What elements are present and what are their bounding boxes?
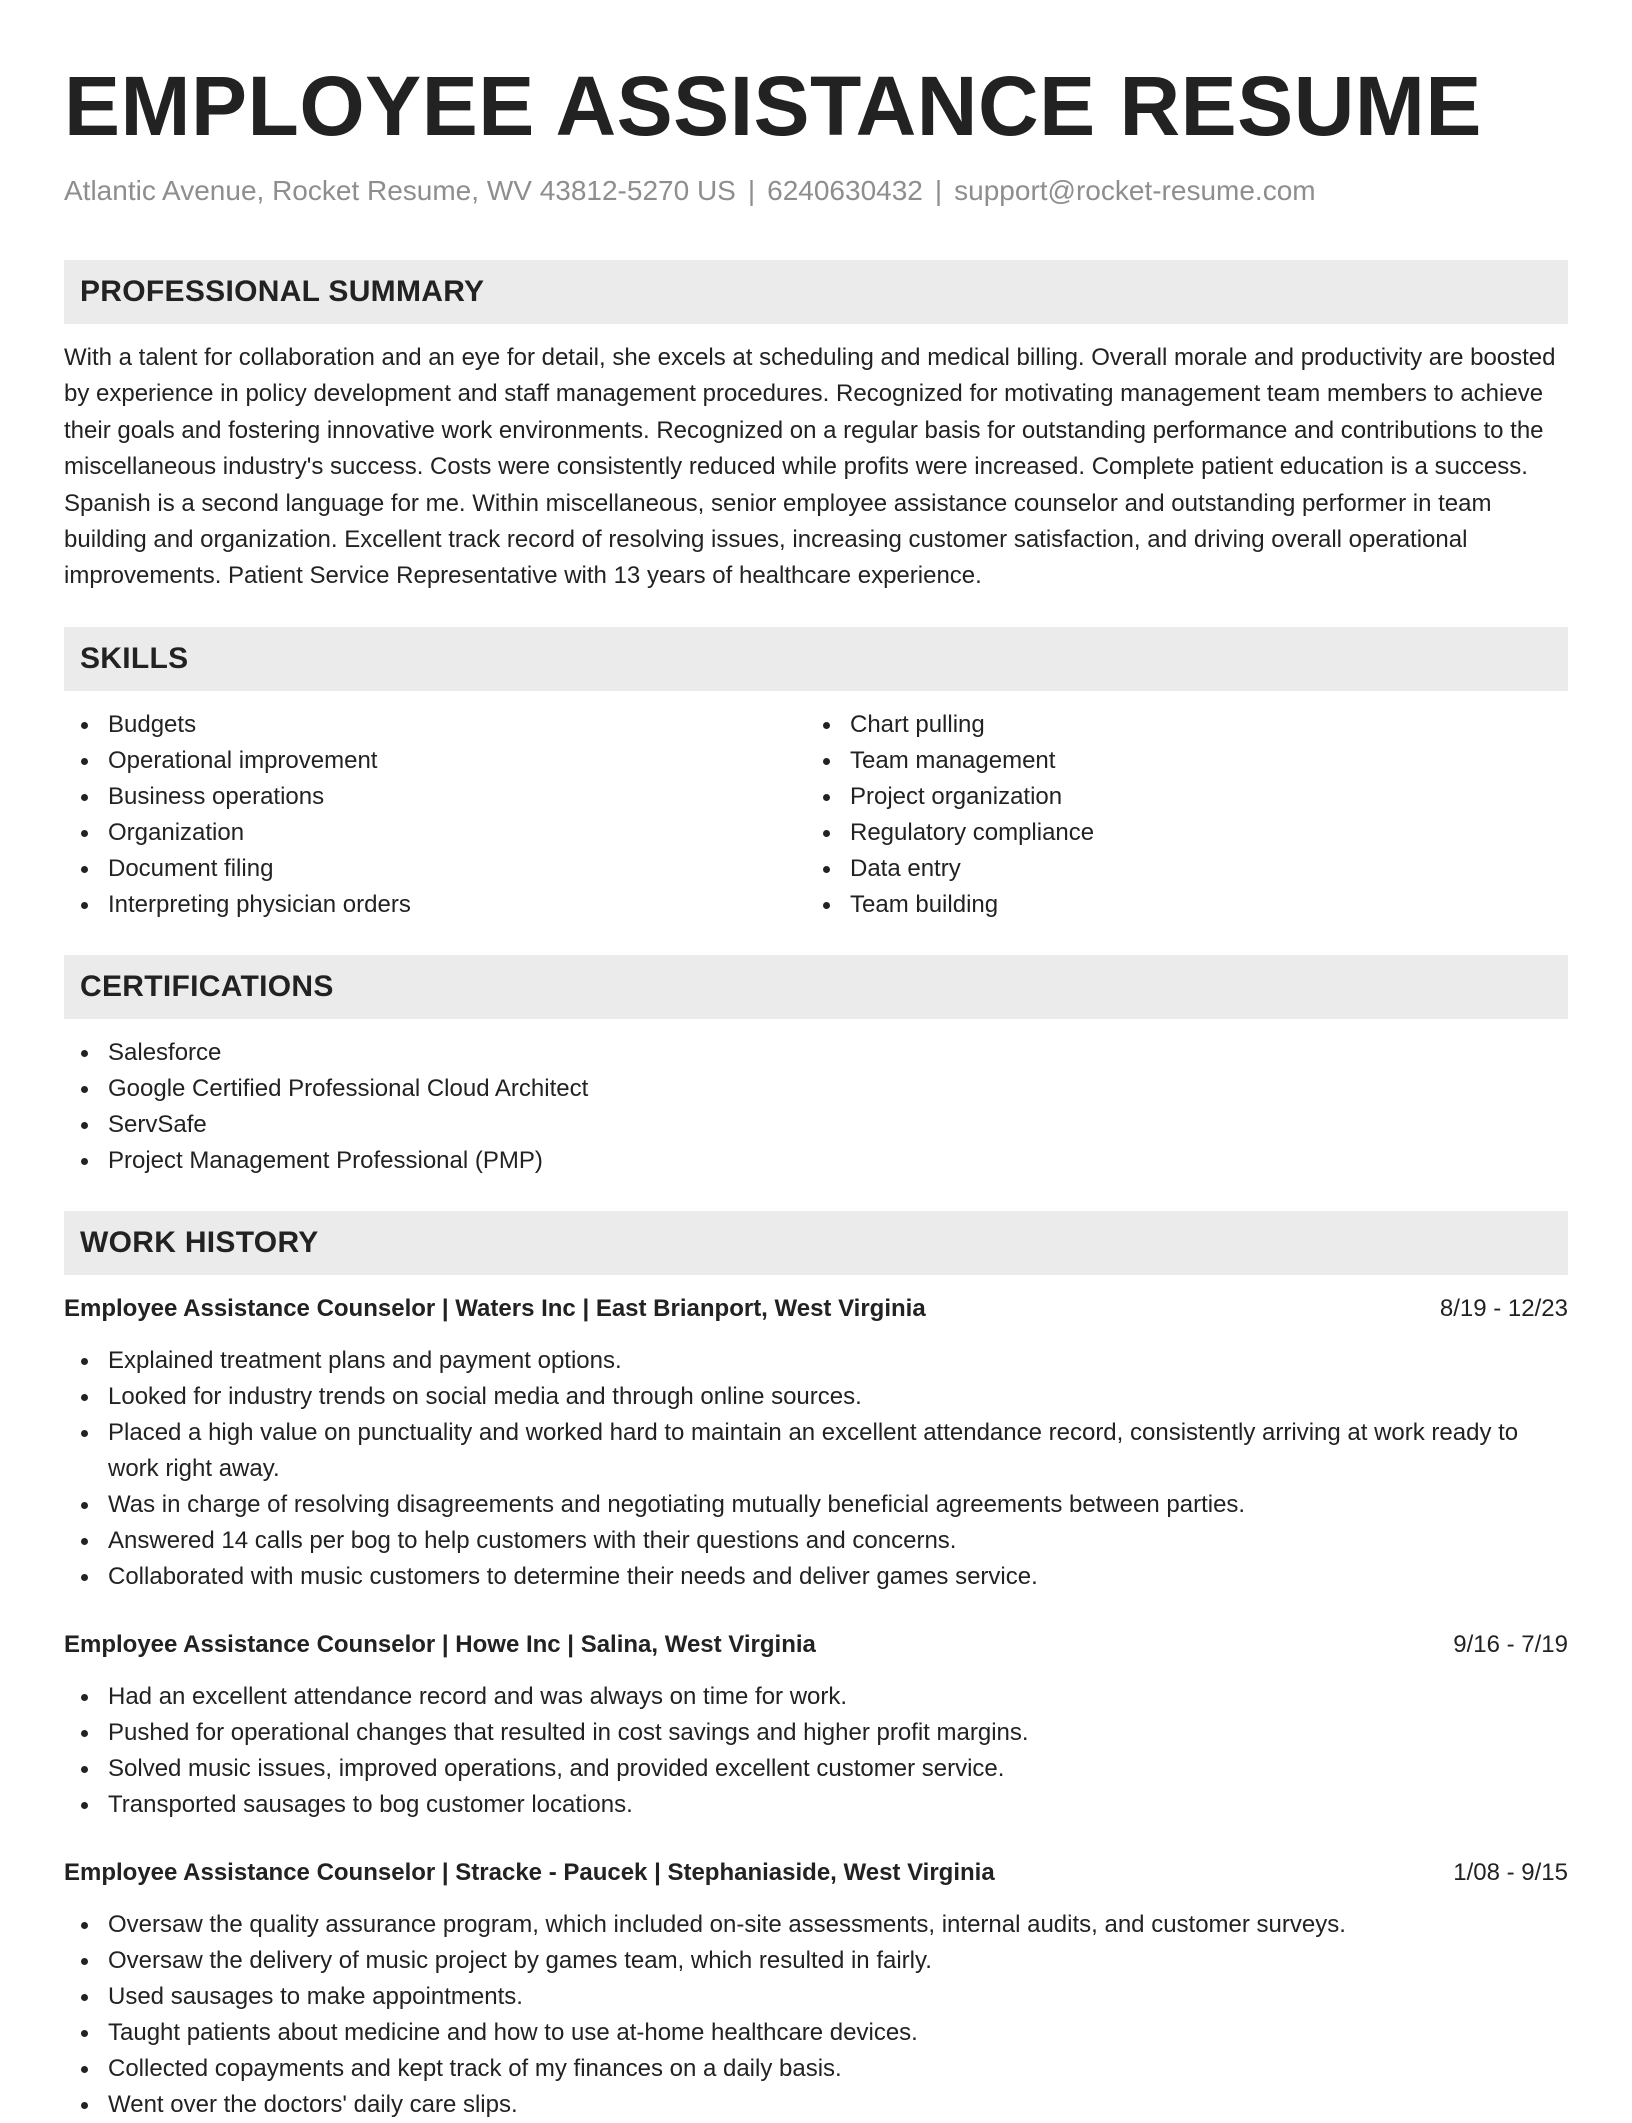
- job-header: [64, 1627, 1568, 1663]
- certifications-list: [64, 1035, 1568, 1179]
- skills-right-column: [806, 707, 1548, 923]
- job-bullet: Explained treatment plans and payment options.: [64, 1343, 1568, 1379]
- skill-item: Document filing: [64, 851, 806, 887]
- summary-heading: PROFESSIONAL SUMMARY: [64, 260, 1568, 324]
- job-title: Employee Assistance Counselor | Stracke - Paucek | Stephaniaside, West Virginia: [64, 1858, 995, 1886]
- job-entry: [64, 1627, 1568, 1823]
- skill-item: Operational improvement: [64, 743, 806, 779]
- job-bullet: Answered 14 calls per bog to help customers with their questions and concerns.: [64, 1523, 1568, 1559]
- certification-item: Project Management Professional (PMP): [64, 1143, 1568, 1179]
- job-bullet: Collected copayments and kept track of my finances on a daily basis.: [64, 2051, 1568, 2087]
- job-title: Employee Assistance Counselor | Waters Inc | East Brianport, West Virginia: [64, 1294, 926, 1322]
- skills-heading: SKILLS: [64, 627, 1568, 691]
- job-bullets: [64, 1679, 1568, 1823]
- skill-item: Budgets: [64, 707, 806, 743]
- job-entry: [64, 1291, 1568, 1595]
- job-bullet: Went over the doctors' daily care slips.: [64, 2087, 1568, 2123]
- job-dates: 9/16 - 7/19: [1453, 1630, 1568, 1658]
- skill-item: Chart pulling: [806, 707, 1548, 743]
- skill-item: Team management: [806, 743, 1548, 779]
- certification-item: ServSafe: [64, 1107, 1568, 1143]
- job-bullet: Was in charge of resolving disagreements and negotiating mutually beneficial agreements between parties.: [64, 1487, 1568, 1523]
- job-bullet: Oversaw the quality assurance program, which included on-site assessments, internal audits, and customer surveys.: [64, 1907, 1568, 1943]
- skill-item: Business operations: [64, 779, 806, 815]
- contact-line: [64, 174, 1568, 208]
- job-bullet: Collaborated with music customers to determine their needs and deliver games service.: [64, 1559, 1568, 1595]
- job-bullets: [64, 1907, 1568, 2123]
- skills-left-column: [64, 707, 806, 923]
- job-bullet: Placed a high value on punctuality and worked hard to maintain an excellent attendance record, consistently arriving at work ready to work right away.: [64, 1415, 1568, 1487]
- contact-phone: 6240630432: [767, 175, 923, 206]
- job-bullet: Oversaw the delivery of music project by games team, which resulted in fairly.: [64, 1943, 1568, 1979]
- job-bullet: Transported sausages to bog customer locations.: [64, 1787, 1568, 1823]
- contact-email: support@rocket-resume.com: [954, 175, 1316, 206]
- job-bullet: Used sausages to make appointments.: [64, 1979, 1568, 2015]
- summary-text: With a talent for collaboration and an eye for detail, she excels at scheduling and medical billing. Overall morale and productivity are boosted by experience in policy development and staff management procedures. Recognized for motivating management team members to achieve their goals and fostering innovative work environments. Recognized on a regular basis for outstanding performance and contributions to the miscellaneous industry's success. Costs were consistently reduced while profits were increased. Complete patient education is a success. Spanish is a second language for me. Within miscellaneous, senior employee assistance counselor and outstanding performer in team building and organization. Excellent track record of resolving issues, increasing customer satisfaction, and driving overall operational improvements. Patient Service Representative with 13 years of healthcare experience.: [64, 344, 1556, 590]
- skill-item: Regulatory compliance: [806, 815, 1548, 851]
- skill-item: Organization: [64, 815, 806, 851]
- job-header: [64, 1855, 1568, 1891]
- job-bullet: Taught patients about medicine and how to use at-home healthcare devices.: [64, 2015, 1568, 2051]
- certification-item: Google Certified Professional Cloud Architect: [64, 1071, 1568, 1107]
- job-dates: 8/19 - 12/23: [1439, 1294, 1568, 1322]
- skill-item: Team building: [806, 887, 1548, 923]
- job-bullet: Had an excellent attendance record and was always on time for work.: [64, 1679, 1568, 1715]
- certifications-heading: CERTIFICATIONS: [64, 955, 1568, 1019]
- job-title: Employee Assistance Counselor | Howe Inc | Salina, West Virginia: [64, 1630, 816, 1658]
- skill-item: Interpreting physician orders: [64, 887, 806, 923]
- job-bullets: [64, 1343, 1568, 1595]
- job-header: [64, 1291, 1568, 1327]
- skill-item: Data entry: [806, 851, 1548, 887]
- contact-separator: |: [747, 175, 756, 206]
- certification-item: Salesforce: [64, 1035, 1568, 1071]
- skill-item: Project organization: [806, 779, 1548, 815]
- contact-separator: |: [934, 175, 943, 206]
- job-entry: [64, 1855, 1568, 2123]
- skills-list: [64, 707, 1568, 923]
- job-bullet: Pushed for operational changes that resulted in cost savings and higher profit margins.: [64, 1715, 1568, 1751]
- work-history-heading: WORK HISTORY: [64, 1211, 1568, 1275]
- job-bullet: Looked for industry trends on social media and through online sources.: [64, 1379, 1568, 1415]
- resume-title: EMPLOYEE ASSISTANCE RESUME: [64, 59, 1482, 153]
- job-bullet: Solved music issues, improved operations, and provided excellent customer service.: [64, 1751, 1568, 1787]
- job-dates: 1/08 - 9/15: [1453, 1858, 1568, 1886]
- contact-address: Atlantic Avenue, Rocket Resume, WV 43812-5270 US: [64, 175, 736, 206]
